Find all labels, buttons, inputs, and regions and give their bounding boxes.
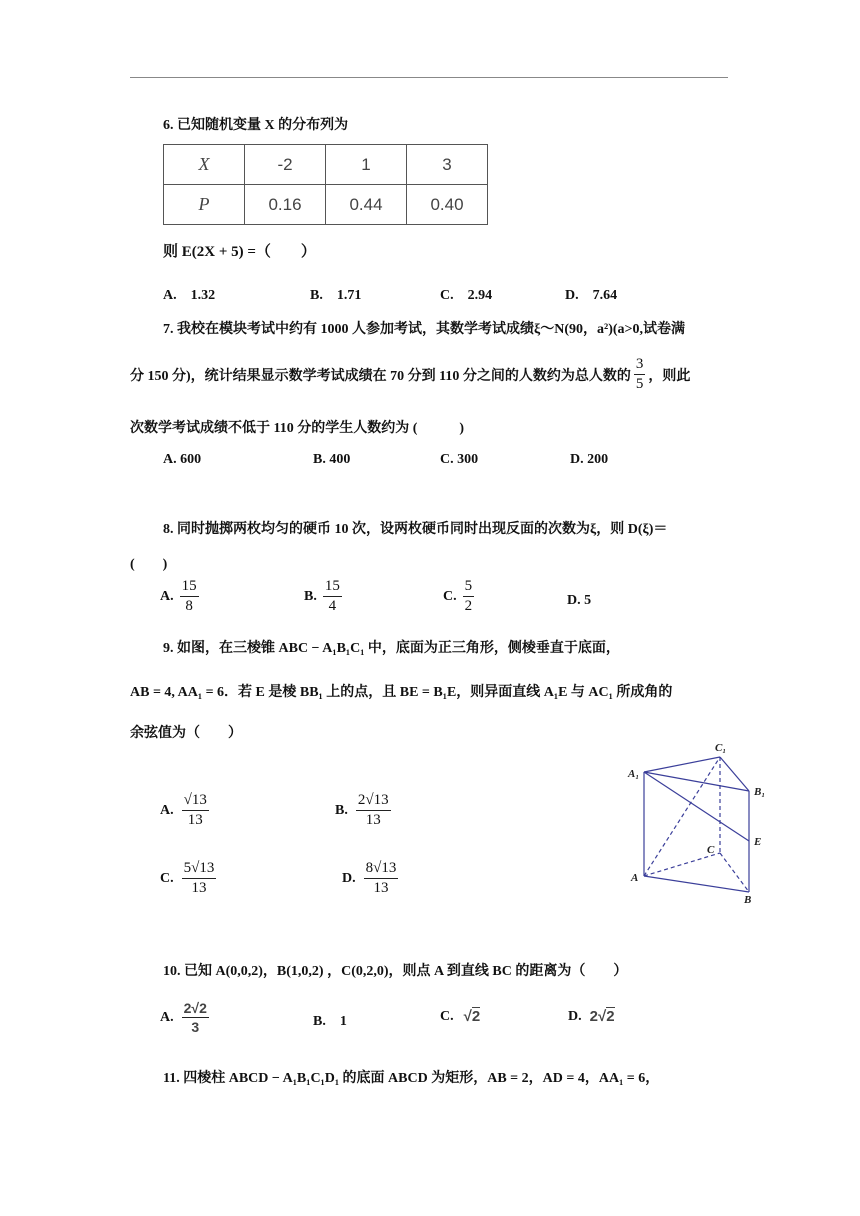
- q9-option-b: [335, 792, 391, 830]
- fraction-denominator: 2: [464, 598, 473, 615]
- radicand: 13: [191, 792, 207, 808]
- q8-line2: ( ): [130, 557, 168, 572]
- q7-line2-end: ，则此: [648, 368, 691, 384]
- prism-figure: [620, 735, 780, 915]
- fraction-denominator: 4: [328, 598, 337, 615]
- edge-a1-c1: [644, 757, 720, 772]
- option-label: C.: [443, 588, 457, 604]
- fraction-numerator: 15: [323, 578, 342, 597]
- fraction-denominator: 13: [191, 880, 207, 897]
- option-fraction: [323, 578, 342, 616]
- fraction-denominator: 8: [185, 598, 193, 615]
- q9-line3: 余弦值为（ ）: [130, 726, 242, 741]
- edge-a1-b1: [644, 772, 749, 791]
- header-rule: [130, 77, 728, 78]
- q7-line3: 次数学考试成绩不低于 110 分的学生人数约为 ( ): [130, 421, 465, 436]
- radicand: 13: [373, 792, 389, 808]
- fraction-denominator: 5: [635, 376, 644, 393]
- q7-option-a: A. 600: [163, 452, 202, 467]
- option-label: D.: [342, 870, 356, 886]
- label-b: B: [744, 894, 752, 906]
- q7-option-d: D. 200: [570, 452, 609, 467]
- radicand: 13: [199, 860, 215, 876]
- option-radical: 2√2: [589, 1008, 615, 1025]
- q6-option-a: A. 1.32: [163, 288, 216, 303]
- label-e: E: [754, 836, 762, 848]
- q9-line2: AB = 4, AA₁ = 6．若 E 是棱 BB₁ 上的点，且 BE = B₁E，则异面直线 A₁E 与 AC₁ 所成角的: [130, 685, 673, 700]
- q7-line1: 7. 我校在模块考试中约有 1000 人参加考试，其数学考试成绩ξ～N(90，a²)(a>0,试卷满: [163, 322, 686, 337]
- q7-option-c: C. 300: [440, 452, 479, 467]
- option-fraction: [364, 860, 399, 898]
- fraction-numerator: 2√2: [182, 1000, 209, 1018]
- option-fraction: [182, 860, 217, 898]
- q7-line2-text: 分 150 分)，统计结果显示数学考试成绩在 70 分到 110 分之间的人数约为总人数的: [130, 368, 631, 384]
- table-row: [164, 145, 488, 185]
- option-label: B.: [335, 802, 348, 818]
- fraction-denominator: 3: [191, 1019, 200, 1036]
- radicand: 2: [471, 1008, 481, 1025]
- q8-option-a: [160, 578, 199, 616]
- fraction-denominator: 13: [365, 812, 381, 829]
- q6-stem: 6. 已知随机变量 X 的分布列为: [163, 118, 349, 133]
- q9-option-c: [160, 860, 216, 898]
- radical-coefficient: 2: [589, 1008, 598, 1025]
- radical-coefficient: 8: [365, 860, 374, 876]
- radicand: 2: [199, 1000, 207, 1016]
- radicand: 13: [381, 860, 397, 876]
- label-c1: C₁: [715, 742, 727, 754]
- fraction-numerator: 2√13: [356, 792, 391, 811]
- table-cell: 3: [407, 145, 488, 185]
- table-cell: 0.40: [407, 185, 488, 225]
- radicand: 2: [606, 1008, 615, 1025]
- option-label: A.: [160, 1009, 174, 1025]
- edge-c-b: [720, 853, 749, 892]
- q8-option-d: D. 5: [567, 593, 592, 608]
- fraction-numerator: 15: [180, 578, 199, 597]
- option-fraction: [182, 792, 209, 830]
- fraction-numerator: √13: [182, 792, 209, 811]
- fraction-numerator: 5: [463, 578, 475, 597]
- q11-stem: 11. 四棱柱 ABCD − A₁B₁C₁D₁ 的底面 ABCD 为矩形，AB = 2，AD = 4，AA₁ = 6，: [163, 1071, 660, 1086]
- fraction-numerator: 5√13: [182, 860, 217, 879]
- q6-option-d: D. 7.64: [565, 288, 618, 303]
- q6-option-c: C. 2.94: [440, 288, 493, 303]
- label-a1: A₁: [628, 768, 640, 780]
- q7-line2: [130, 356, 690, 394]
- q9-line1: 9. 如图，在三棱锥 ABC − A₁B₁C₁ 中，底面为正三角形，侧棱垂直于底面，: [163, 641, 620, 656]
- option-label: A.: [160, 588, 174, 604]
- q10-stem: 10. 已知 A(0,0,2)，B(1,0,2) ，C(0,2,0)，则点 A 到直线 BC 的距离为（ ）: [163, 964, 628, 979]
- option-label: C.: [160, 870, 174, 886]
- radical-coefficient: 2: [357, 792, 366, 808]
- q6-ask: 则 E(2X + 5) =（ ）: [163, 244, 316, 260]
- distribution-table: [163, 144, 488, 225]
- option-radical: √2: [463, 1008, 481, 1025]
- q10-option-c: [440, 1008, 480, 1025]
- q8-option-c: [443, 578, 474, 616]
- fraction-denominator: 13: [373, 880, 389, 897]
- radical-coefficient: 5: [183, 860, 192, 876]
- label-b1: B₁: [754, 786, 766, 798]
- option-label: B.: [304, 588, 317, 604]
- label-a: A: [631, 872, 639, 884]
- table-cell: 0.44: [326, 185, 407, 225]
- fraction-numerator: 3: [634, 356, 646, 375]
- option-label: D.: [568, 1008, 582, 1024]
- fraction-numerator: 8√13: [364, 860, 399, 879]
- fraction-denominator: 13: [187, 812, 203, 829]
- radical-coefficient: 2: [183, 1000, 192, 1016]
- q6-option-b: B. 1.71: [310, 288, 362, 303]
- q8-line1: 8. 同时抛掷两枚均匀的硬币 10 次，设两枚硬币同时出现反面的次数为ξ，则 D(ξ)＝: [163, 522, 668, 537]
- label-c: C: [707, 844, 715, 856]
- segment-a1-e: [644, 772, 749, 841]
- q7-fraction: [634, 356, 646, 394]
- table-cell: -2: [245, 145, 326, 185]
- table-cell: 1: [326, 145, 407, 185]
- option-fraction: [180, 578, 199, 616]
- edge-a-b: [644, 876, 749, 892]
- edge-a-c: [644, 853, 720, 876]
- q9-option-d: [342, 860, 398, 898]
- q10-option-b: B. 1: [313, 1014, 347, 1029]
- table-cell: P: [164, 185, 245, 225]
- option-label: A.: [160, 802, 174, 818]
- segment-a-c1: [644, 757, 720, 876]
- q10-option-d: [568, 1008, 615, 1025]
- q9-option-a: [160, 792, 209, 830]
- q10-option-a: [160, 1000, 209, 1035]
- table-cell: X: [164, 145, 245, 185]
- option-fraction: [356, 792, 391, 830]
- option-label: C.: [440, 1008, 454, 1024]
- option-fraction: [182, 1000, 209, 1035]
- option-fraction: [463, 578, 475, 616]
- q8-option-b: [304, 578, 342, 616]
- table-cell: 0.16: [245, 185, 326, 225]
- q7-option-b: B. 400: [313, 452, 351, 467]
- edge-c1-b1: [720, 757, 749, 791]
- table-row: [164, 185, 488, 225]
